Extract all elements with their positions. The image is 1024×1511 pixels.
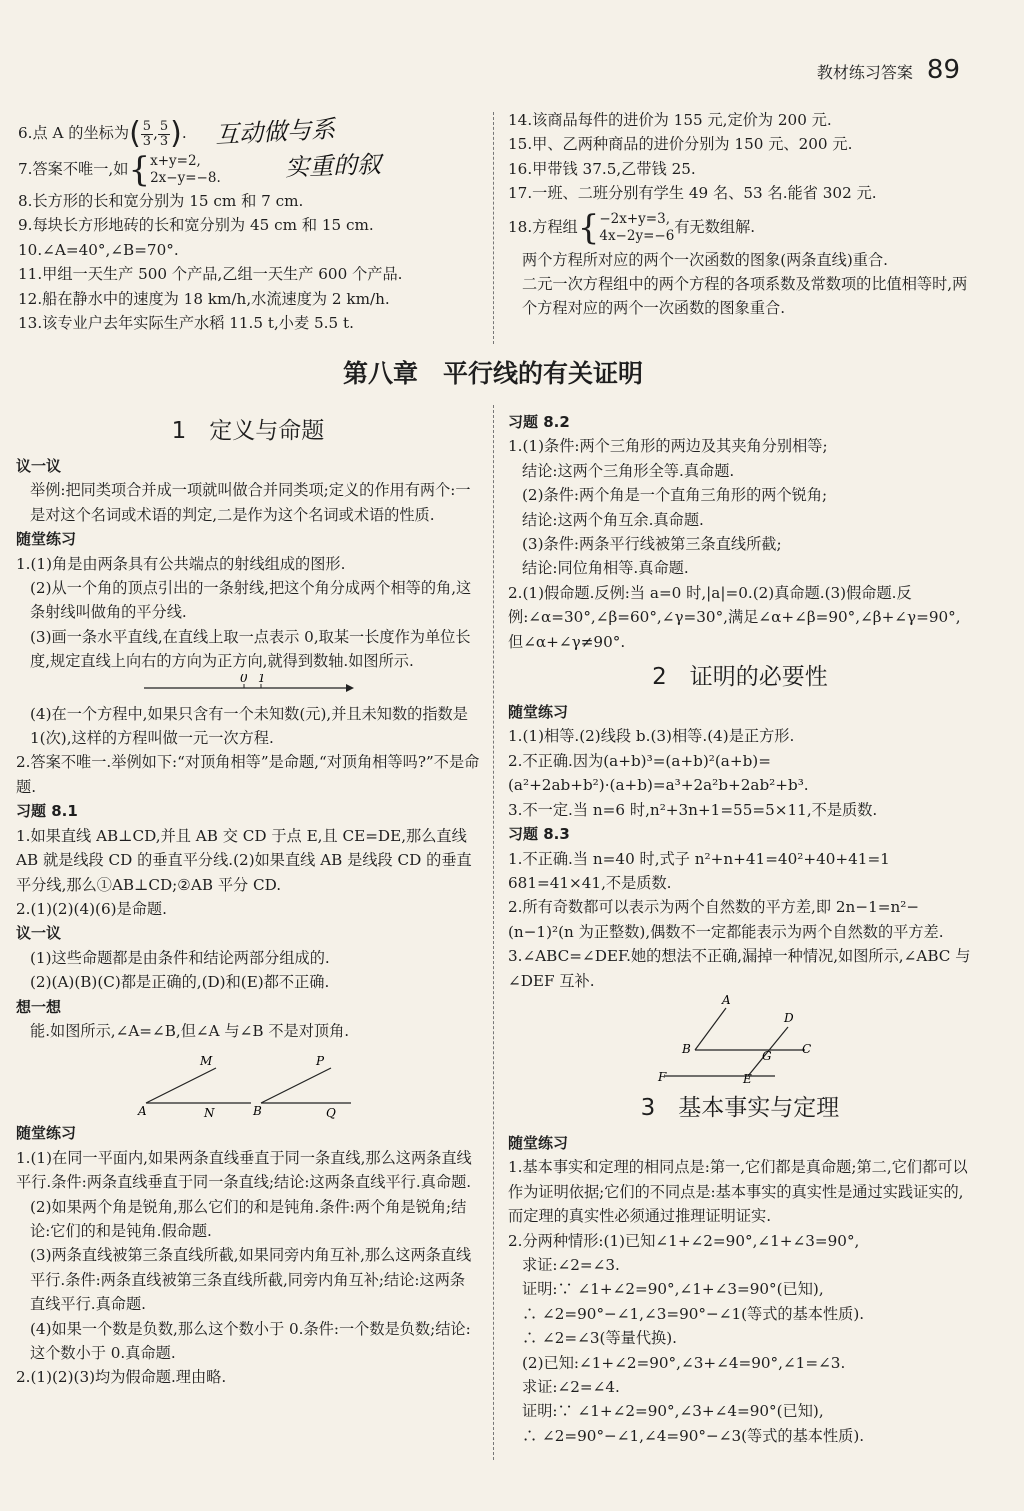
heading-suitang-1: 随堂练习 [16, 530, 77, 549]
top-left-answers [18, 118, 488, 335]
x81-item1: 1.如果直线 AB⊥CD,并且 AB 交 CD 于点 E,且 CE=DE,那么直线 AB 就是线段 CD 的垂直平分线.(2)如果直线 AB 是线段 CD 的垂直平分线,那么①AB⊥CD;②AB 平分 CD. [16, 826, 472, 894]
t1-item1: 1.(1)在同一平面内,如果两条直线垂直于同一条直线,那么这两条直线平行.条件:两条直线垂直于同一条直线;结论:这两条直线平行.真命题. [16, 1148, 472, 1192]
y2-item1: (1)这些命题都是由条件和结论两部分组成的. [30, 948, 330, 967]
ray-bp [261, 1068, 331, 1103]
x83-1: 1.不正确.当 n=40 时,式子 n²+n+41=40²+40+41=1 681=41×41,不是质数. [508, 849, 890, 892]
answer-12: 12.船在静水中的速度为 18 km/h,水流速度为 2 km/h. [18, 289, 390, 308]
answer-13: 13.该专业户去年实际生产水稻 11.5 t,小麦 5.5 t. [18, 314, 354, 333]
label-B: B [253, 1104, 262, 1119]
handwritten-note-line1: 互动做与系 [214, 114, 336, 150]
answer-9: 9.每块长方形地砖的长和宽分别为 45 cm 和 15 cm. [18, 216, 374, 235]
heading-yiyiyi-1: 议一议 [16, 457, 62, 475]
left-column [16, 408, 480, 1390]
parallel-figure [508, 993, 972, 1085]
xyx-text: 能.如图所示,∠A=∠B,但∠A 与∠B 不是对顶角. [30, 1021, 350, 1040]
x83-2: 2.所有奇数都可以表示为两个自然数的平方差,即 2n−1=n²−(n−1)²(n 为正整数),偶数不一定都能表示为两个自然数的平方差. [508, 898, 944, 941]
answer-15: 15.甲、乙两种商品的进价分别为 150 元、200 元. [508, 135, 853, 154]
heading-xiti-8-3: 习题 8.3 [508, 825, 570, 844]
s1-item3: (3)画一条水平直线,在直线上取一点表示 0,取某一长度作为单位长度,规定直线上向右的方向为正方向,就得到数轴.如图所示. [30, 627, 471, 671]
heading-suitang-4: 随堂练习 [508, 1133, 569, 1152]
answer-8: 8.长方形的长和宽分别为 15 cm 和 7 cm. [18, 192, 304, 210]
heading-xiti-8-1: 习题 8.1 [16, 802, 78, 821]
handwritten-note-line2: 实重的叙 [284, 150, 382, 182]
label-E: E [743, 1071, 752, 1085]
answer-18: 18.方程组{−2x+y=3, 4x−2y=−6有无数组解. [508, 207, 756, 248]
x82-1c: (2)条件:两个角是一个直角三角形的两个锐角; [522, 486, 828, 505]
v2-7: 求证:∠2=∠4. [522, 1378, 620, 1396]
number-line-arrow [346, 684, 354, 692]
x82-1e: (3)条件:两条平行线被第三条直线所截; [522, 535, 782, 554]
s1-item4: (4)在一个方程中,如果只含有一个未知数(元),并且未知数的指数是 1(次),这样的方程叫做一元一次方程. [30, 704, 468, 748]
label-B: B [682, 1041, 691, 1056]
answer-6: 6.点 A 的坐标为( $\frac{5}{3}$ , $\frac{5}{3}$ ). [18, 116, 187, 151]
x82-2: 2.(1)假命题.反例:当 a=0 时,|a|=0.(2)真命题.(3)假命题.反例:∠α=30°,∠β=60°,∠γ=30°,满足∠α+∠β=90°,∠β+∠γ=90°,但∠α+∠γ≠90°. [508, 583, 961, 651]
v2-5: ∴ ∠2=∠3(等量代换). [522, 1329, 677, 1348]
angle-figure [16, 1043, 480, 1121]
v2-9: ∴ ∠2=90°−∠1,∠4=90°−∠3(等式的基本性质). [522, 1426, 865, 1445]
tick-label-1: 1 [258, 673, 266, 685]
right-column [508, 410, 972, 1448]
parallel-figure-svg [508, 993, 972, 1085]
fraction: $\frac{5}{3}$ [142, 118, 152, 149]
answer-11: 11.甲组一天生产 500 个产品,乙组一天生产 600 个产品. [18, 265, 403, 284]
s1-item2: (2)从一个角的顶点引出的一条射线,把这个角分成两个相等的角,这条射线叫做角的平分线. [30, 579, 472, 622]
header-title: 教材练习答案 [816, 63, 913, 82]
t1-item4: (4)如果一个数是负数,那么这个数小于 0.条件:一个数是负数;结论:这个数小于 0.真命题. [30, 1319, 471, 1362]
x82-1f: 结论:同位角相等.真命题. [522, 559, 689, 578]
y2-item2: (2)(A)(B)(C)都是正确的,(D)和(E)都不正确. [30, 973, 330, 992]
label-D: D [784, 1010, 794, 1025]
v1: 1.基本事实和定理的相同点是:第一,它们都是真命题;第二,它们都可以作为证明依据;它们的不同点是:基本事实的真实性是通过实践证实的,而定理的真实性必须通过推理证明证实. [508, 1158, 968, 1226]
v2-2: 求证:∠2=∠3. [522, 1255, 620, 1274]
s1-item1: 1.(1)角是由两条具有公共端点的射线组成的图形. [16, 554, 346, 573]
angle-figure-svg [16, 1043, 480, 1121]
heading-suitang-2: 随堂练习 [16, 1124, 77, 1143]
fraction: $\frac{5}{3}$ [159, 118, 169, 149]
answer-7: 7.答案不唯一,如{x+y=2, 2x−y=−8. [18, 150, 221, 190]
section-2-title: 2 证明的必要性 [652, 664, 828, 691]
v2-3: 证明:∵ ∠1+∠2=90°,∠1+∠3=90°(已知), [522, 1280, 824, 1299]
label-M: M [200, 1054, 213, 1069]
heading-yiyiyi-2: 议一议 [16, 924, 62, 943]
t1-item2: (2)如果两个角是锐角,那么它们的和是钝角.条件:两个角是锐角;结论:它们的和是钝角.假命题. [30, 1197, 467, 1240]
page-header [817, 55, 960, 85]
chapter-title: 第八章 平行线的有关证明 [342, 359, 643, 388]
label-C: C [802, 1041, 812, 1056]
top-right-answers [508, 108, 968, 321]
label-N: N [204, 1106, 215, 1121]
label-Q: Q [326, 1106, 336, 1121]
answer-18-note1: 两个方程所对应的两个一次函数的图象(两条直线)重合. [522, 250, 888, 269]
x82-1d: 结论:这两个角互余.真命题. [522, 510, 704, 529]
label-A: A [722, 992, 731, 1007]
u1: 1.(1)相等.(2)线段 b.(3)相等.(4)是正方形. [508, 727, 795, 746]
answer-17: 17.一班、二班分别有学生 49 名、53 名.能省 302 元. [508, 184, 877, 203]
s2-item: 2.答案不唯一.举例如下:“对顶角相等”是命题,“对顶角相等吗?”不是命题. [16, 753, 480, 796]
x83-3: 3.∠ABC=∠DEF.她的想法不正确,漏掉一种情况,如图所示,∠ABC 与∠DEF 互补. [508, 947, 971, 990]
number-line-svg [16, 674, 480, 702]
yiyiyi-1-text: 举例:把同类项合并成一项就叫做合并同类项;定义的作用有两个:一是对这个名词或术语的判定,二是作为这个名词或术语的性质. [30, 481, 471, 524]
answer-10: 10.∠A=40°,∠B=70°. [18, 240, 179, 259]
v2-1: 2.分两种情形:(1)已知∠1+∠2=90°,∠1+∠3=90°, [508, 1231, 860, 1250]
heading-xiangyixiang: 想一想 [16, 997, 62, 1016]
v2-8: 证明:∵ ∠1+∠2=90°,∠3+∠4=90°(已知), [522, 1402, 824, 1421]
section-3-title: 3 基本事实与定理 [640, 1094, 840, 1121]
answer-18-note2: 二元一次方程组中的两个方程的各项系数及常数项的比值相等时,两个方程对应的两个一次函数的图象重合. [522, 275, 968, 318]
heading-suitang-3: 随堂练习 [508, 703, 569, 722]
u3: 3.不一定.当 n=6 时,n²+3n+1=55=5×11,不是质数. [508, 800, 878, 819]
tick-label-0: 0 [240, 673, 248, 685]
number-line-figure [16, 674, 480, 702]
label-P: P [316, 1054, 325, 1069]
heading-xiti-8-2: 习题 8.2 [508, 413, 570, 431]
page-number: 89 [926, 55, 960, 85]
v2-4: ∴ ∠2=90°−∠1,∠3=90°−∠1(等式的基本性质). [522, 1304, 865, 1323]
section-1-title: 1 定义与命题 [171, 418, 325, 444]
x81-item2: 2.(1)(2)(4)(6)是命题. [16, 899, 167, 918]
ray-am [146, 1068, 216, 1103]
t2-item: 2.(1)(2)(3)均为假命题.理由略. [16, 1368, 227, 1387]
x82-1a: 1.(1)条件:两个三角形的两边及其夹角分别相等; [508, 437, 828, 456]
x82-1b: 结论:这两个三角形全等.真命题. [522, 461, 735, 480]
line-ba [695, 1008, 726, 1050]
t1-item3: (3)两条直线被第三条直线所截,如果同旁内角互补,那么这两条直线平行.条件:两条直线被第三条直线所截,同旁内角互补;结论:这两条直线平行.真命题. [30, 1246, 472, 1314]
label-F: F [658, 1069, 667, 1084]
label-G: G [762, 1048, 772, 1063]
v2-6: (2)已知:∠1+∠2=90°,∠3+∠4=90°,∠1=∠3. [522, 1353, 846, 1372]
answer-16: 16.甲带钱 37.5,乙带钱 25. [508, 159, 696, 178]
answer-14: 14.该商品每件的进价为 155 元,定价为 200 元. [508, 111, 832, 129]
column-divider-main [493, 405, 494, 1460]
u2: 2.不正确.因为(a+b)³=(a+b)²(a+b)=(a²+2ab+b²)·(a+b)=a³+2a²b+2ab²+b³. [508, 751, 809, 795]
label-A: A [138, 1104, 147, 1119]
column-divider-top [493, 112, 494, 344]
